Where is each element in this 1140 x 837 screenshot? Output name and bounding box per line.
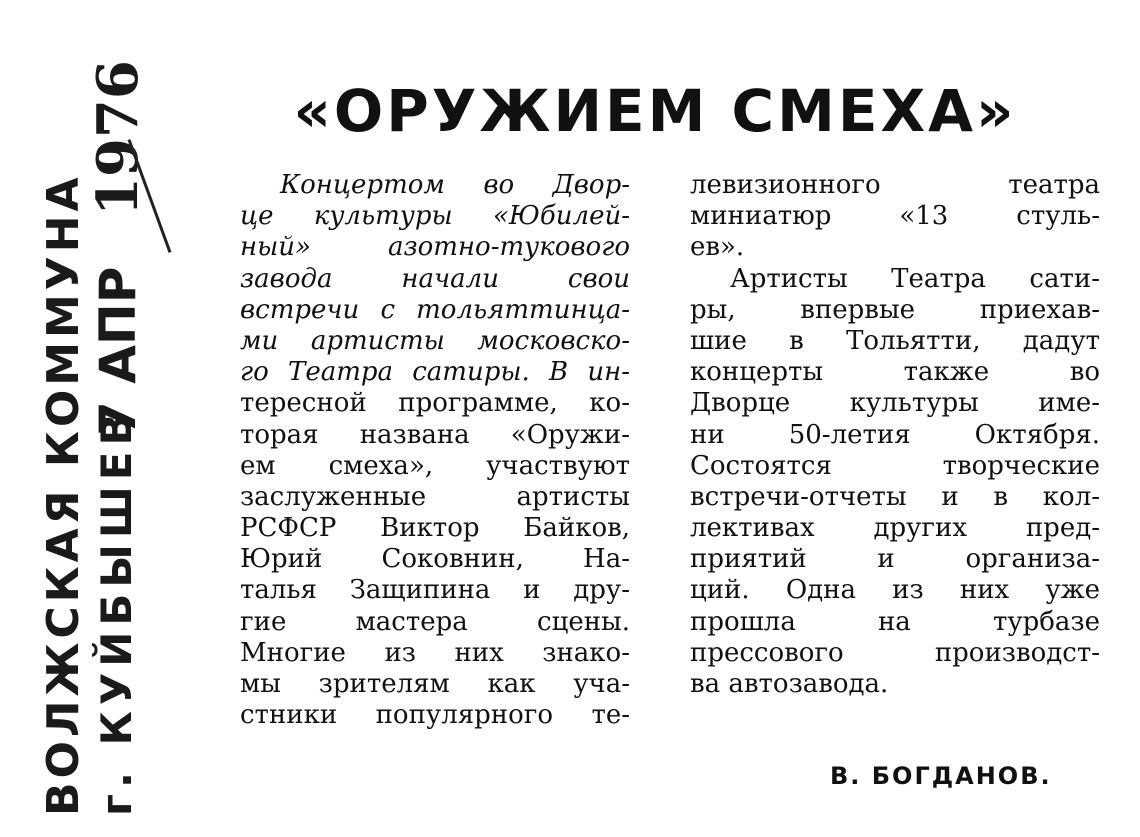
article-column-left [240,170,630,731]
text-line: миниатюр «13 стуль- [690,201,1100,232]
stamp-date: 7 АПР [89,266,147,436]
text-line: заслуженные артисты [240,481,630,512]
text-line: приятий и организа- [690,544,1100,575]
text-line: тересной программе, ко- [240,388,630,419]
text-line: Артисты Театра сати- [730,263,1100,294]
text-line: завода начали свои [240,263,630,294]
text-line: ни 50-летия Октября. [690,419,1100,450]
text-line: РСФСР Виктор Байков, [240,513,630,544]
author-signature: В. БОГДАНОВ. [830,762,1052,790]
stamp-city: г. КУЙБЫШЕВ [92,407,141,816]
text-line: левизионного театра [690,170,1100,200]
text-line: ры, впервые приехав- [690,294,1100,325]
text-line: стники популярного те- [240,700,630,731]
text-line: концерты также во [690,357,1100,388]
text-line: гие мастера сцены. [240,606,630,637]
text-line: Многие из них знако- [240,637,630,668]
text-line: ный» азотно-тукового [240,232,630,263]
text-line: це культуры «Юбилей- [240,201,630,232]
text-line: Состоятся творческие [690,450,1100,481]
text-line: Юрий Соковнин, На- [240,544,630,575]
text-line: торая названа «Оружи- [240,419,630,450]
text-line: мы зрителям как уча- [240,669,630,699]
text-line: ций. Одна из них уже [690,575,1100,606]
text-line: прессового производст- [690,637,1100,668]
text-line: Концертом во Двор- [280,170,630,200]
article-column-right [690,170,1100,700]
text-line: ем смеха», участвуют [240,450,630,481]
text-line: встречи-отчеты и в кол- [690,481,1100,512]
stamp-newspaper-name: ВОЛЖСКАЯ КОММУНА [38,173,89,816]
text-line: го Театра сатиры. В ин- [240,357,630,388]
text-line: шие в Тольятти, дадут [690,325,1100,356]
text-line: ми артисты московско- [240,325,630,356]
text-line: прошла на турбазе [690,606,1100,637]
article-headline: «ОРУЖИЕМ СМЕХА» [293,77,1017,145]
stamp-year: 1976 [85,60,151,216]
text-line: ва автозавода. [690,669,889,699]
text-line: встречи с тольяттинца- [240,294,630,325]
text-line: талья Защипина и дру- [240,575,630,606]
text-line: Дворце культуры име- [690,388,1100,419]
text-line: ев». [690,232,745,263]
text-line: лективах других пред- [690,513,1100,544]
library-stamp [40,36,180,816]
